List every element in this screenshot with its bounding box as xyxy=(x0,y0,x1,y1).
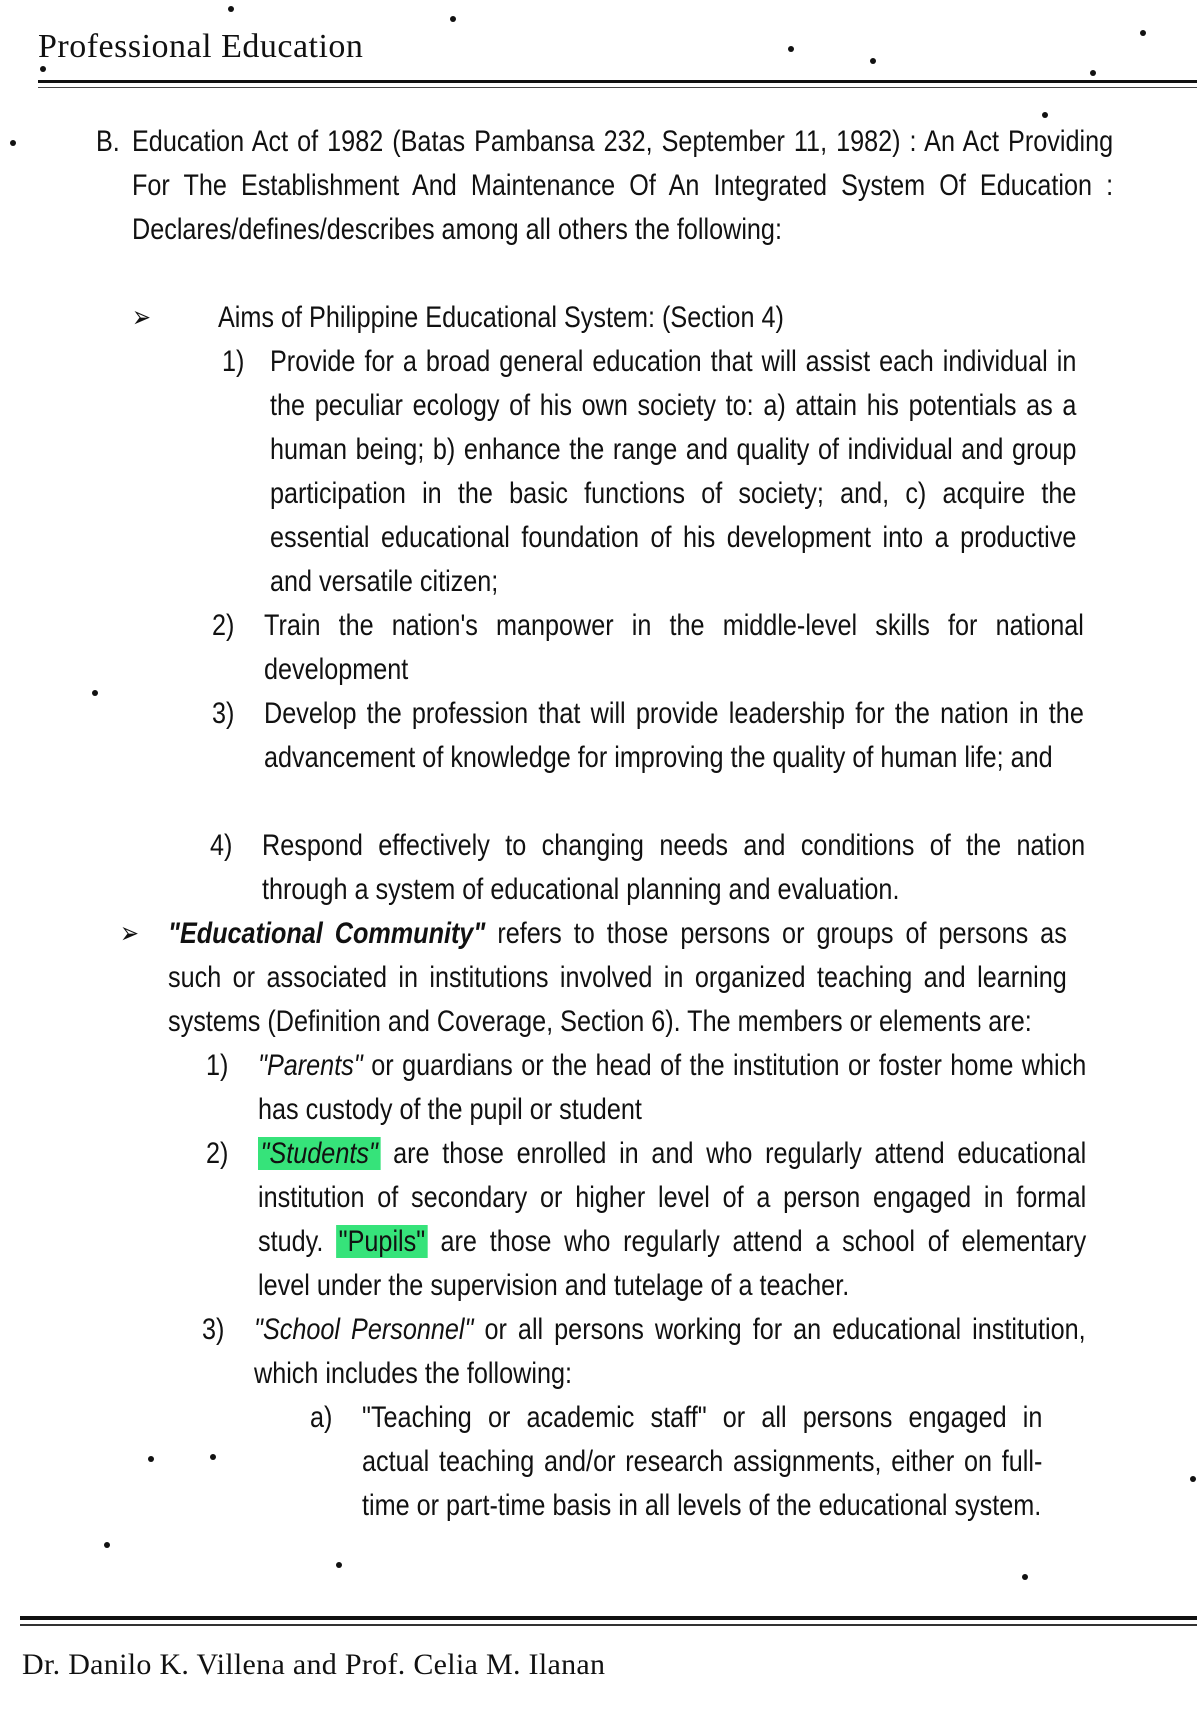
footer-rule-thin xyxy=(20,1624,1197,1626)
header-rule xyxy=(38,80,1197,83)
member-term: "School Personnel" xyxy=(254,1313,474,1346)
member-number: 3) xyxy=(202,1313,225,1346)
scan-speck xyxy=(210,1454,216,1460)
scan-speck xyxy=(92,690,98,696)
aim-number: 2) xyxy=(212,609,235,642)
aim-text: Respond effectively to changing needs and conditions of the nation through a system of educational planning and evaluation. xyxy=(262,829,1086,906)
header-rule-thin xyxy=(38,87,1197,88)
scan-speck xyxy=(1190,1476,1196,1482)
member-description: are those enrolled in and who regularly attend educational institution of secondary or higher level of a person engaged in formal study. xyxy=(258,1137,1087,1258)
highlighted-term: "Pupils" xyxy=(336,1225,428,1258)
aims-heading: Aims of Philippine Educational System: (Section 4) xyxy=(218,301,784,334)
scan-speck xyxy=(788,46,794,52)
page-header: Professional Education xyxy=(38,28,364,65)
section-b-rest: An Act Providing For The Establishment And Maintenance Of An Integrated System Of Education : Declares/defines/describes among all others the following: xyxy=(132,125,1114,246)
scan-speck xyxy=(148,1456,154,1462)
member-term: "Parents" xyxy=(258,1049,363,1082)
aim-number: 1) xyxy=(222,345,245,378)
member-description: or guardians or the head of the institution or foster home which has custody of the pupil or student xyxy=(258,1049,1087,1126)
footer-rule xyxy=(20,1616,1197,1620)
scan-speck xyxy=(104,1542,110,1548)
aim-text: Train the nation's manpower in the middle-level skills for national development xyxy=(264,609,1084,686)
scan-speck xyxy=(228,6,234,12)
scan-speck xyxy=(450,16,456,22)
section-b-title: Education Act of 1982 (Batas Pambansa 232, September 11, 1982) : xyxy=(132,125,917,158)
member-number: 1) xyxy=(206,1049,229,1082)
scan-speck xyxy=(1140,30,1146,36)
aim-text: Provide for a broad general education that will assist each individual in the peculiar ecology of his own society to: a) attain his potentials as a human being; b) enhance the range and quality of individual and group participation in the basic functions of society; and, c) acquire the essential educational foundation of his development into a productive and versatile citizen; xyxy=(270,345,1077,598)
member-description: or all persons working for an educational institution, which includes the following: xyxy=(254,1313,1086,1390)
member-text xyxy=(258,1132,1086,1308)
scan-speck xyxy=(40,66,46,72)
section-b-paragraph xyxy=(132,120,1113,252)
member-number: 2) xyxy=(206,1137,229,1170)
aim-number: 4) xyxy=(210,829,233,862)
member-text xyxy=(258,1044,1086,1132)
aim-text: Develop the profession that will provide leadership for the nation in the advancement of knowledge for improving the quality of human life; and xyxy=(264,697,1084,774)
member-text xyxy=(254,1308,1086,1396)
subitem-text: "Teaching or academic staff" or all persons engaged in actual teaching and/or research assignments, either on full-time or part-time basis in all levels of the educational system. xyxy=(362,1401,1043,1522)
community-text: refers to those persons or groups of persons as such or associated in institutions involved in organized teaching and learning systems (Definition and Coverage, Section 6). The members or elements are: xyxy=(168,917,1067,1038)
community-term: "Educational Community" xyxy=(168,917,486,950)
scan-speck xyxy=(336,1562,342,1568)
highlighted-term: "Students" xyxy=(258,1137,380,1170)
member-description: are those who regularly attend a school of elementary level under the supervision and tutelage of a teacher. xyxy=(258,1225,1087,1302)
community-definition xyxy=(168,912,1067,1044)
aims-bullet: ➢ xyxy=(132,301,152,334)
scan-speck xyxy=(1042,112,1048,118)
section-marker: B. xyxy=(96,125,120,158)
subitem-letter: a) xyxy=(310,1401,333,1434)
scan-speck xyxy=(1090,70,1096,76)
community-bullet: ➢ xyxy=(120,917,140,950)
page-footer: Dr. Danilo K. Villena and Prof. Celia M. Ilanan xyxy=(22,1648,606,1681)
scan-speck xyxy=(1022,1574,1028,1580)
aim-number: 3) xyxy=(212,697,235,730)
scan-speck xyxy=(10,140,16,146)
scan-speck xyxy=(870,58,876,64)
